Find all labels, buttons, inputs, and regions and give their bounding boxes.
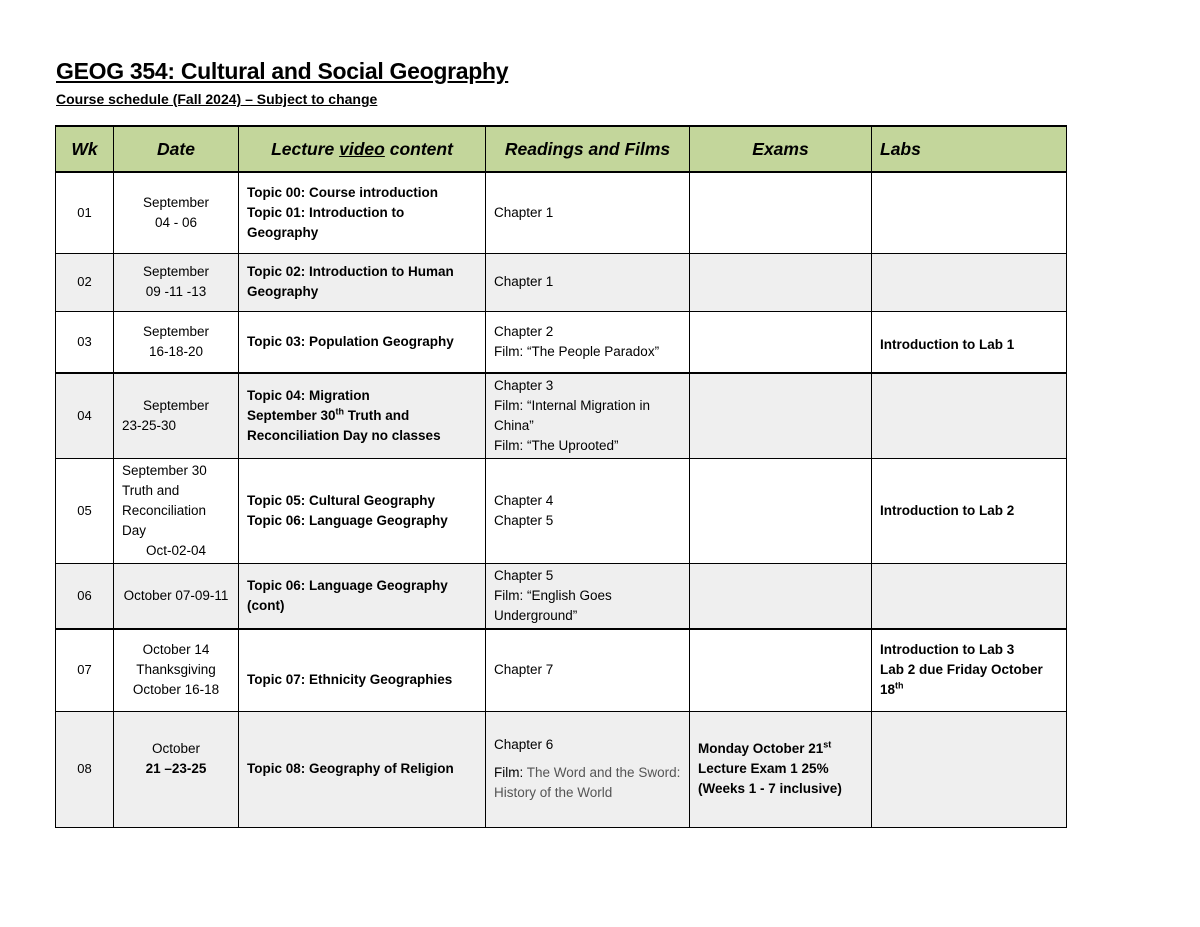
date-line: October 14 xyxy=(142,642,210,658)
reading-line: Chapter 1 xyxy=(494,204,554,220)
reading-line: Chapter 7 xyxy=(494,662,554,678)
lecture-line: Topic 00: Course introduction xyxy=(247,184,439,200)
lecture-text: Truth and Reconciliation Day no classes xyxy=(247,408,441,443)
cell-date xyxy=(114,711,239,827)
cell-exams xyxy=(690,172,872,253)
cell-wk: 01 xyxy=(56,172,114,253)
table-row xyxy=(56,564,1067,630)
table-row xyxy=(56,711,1067,827)
date-line: 09 -11 -13 xyxy=(145,284,207,299)
header-readings: Readings and Films xyxy=(486,126,690,172)
page-subtitle: Course schedule (Fall 2024) – Subject to change xyxy=(56,91,378,107)
reading-line: Film: “English Goes Underground” xyxy=(494,588,612,623)
lecture-line: Topic 02: Introduction to Human Geography xyxy=(247,264,454,299)
cell-date xyxy=(114,564,239,630)
cell-lecture xyxy=(239,172,486,253)
labs-line: Introduction to Lab 1 xyxy=(880,336,1015,352)
cell-readings xyxy=(486,373,690,459)
lecture-line: Topic 08: Geography of Religion xyxy=(247,761,454,776)
date-line: Thanksgiving xyxy=(136,662,216,678)
cell-readings xyxy=(486,711,690,827)
header-lecture-pre: Lecture xyxy=(271,139,340,159)
date-line: 23-25-30 xyxy=(122,418,177,433)
lecture-line xyxy=(247,406,477,446)
reading-prefix: Film: xyxy=(494,765,527,780)
cell-date xyxy=(114,253,239,311)
table-row xyxy=(56,373,1067,459)
reading-line: Chapter 2 xyxy=(494,323,554,339)
cell-exams xyxy=(690,459,872,564)
cell-readings xyxy=(486,459,690,564)
reading-line: Chapter 6 xyxy=(494,737,554,752)
reading-line: Chapter 4 xyxy=(494,493,554,508)
cell-date xyxy=(114,373,239,459)
exam-line xyxy=(698,739,863,759)
cell-wk: 05 xyxy=(56,459,114,564)
cell-exams xyxy=(690,564,872,630)
cell-lecture xyxy=(239,311,486,373)
header-wk: Wk xyxy=(56,126,114,172)
cell-lecture xyxy=(239,253,486,311)
cell-exams xyxy=(690,253,872,311)
cell-wk: 02 xyxy=(56,253,114,311)
cell-readings xyxy=(486,253,690,311)
reading-line: Chapter 3 xyxy=(494,378,554,393)
header-exams: Exams xyxy=(690,126,872,172)
header-lecture-post: content xyxy=(384,139,453,159)
date-line: September xyxy=(142,323,210,339)
cell-date xyxy=(114,311,239,373)
cell-exams xyxy=(690,629,872,711)
cell-lecture xyxy=(239,711,486,827)
cell-labs xyxy=(872,311,1067,373)
labs-text: Lab 2 due Friday October 18 xyxy=(880,662,1043,698)
table-row xyxy=(56,629,1067,711)
date-line: 16-18-20 xyxy=(148,343,204,359)
header-lecture-video: video xyxy=(339,139,385,159)
date-line: September 30 Truth and Reconciliation Day xyxy=(122,463,207,538)
table-row xyxy=(56,253,1067,311)
header-lecture xyxy=(239,126,486,172)
lecture-line: Topic 07: Ethnicity Geographies xyxy=(247,672,453,688)
header-date: Date xyxy=(114,126,239,172)
lecture-line: Topic 03: Population Geography xyxy=(247,333,454,349)
date-line: Oct-02-04 xyxy=(145,543,207,558)
page-title: GEOG 354: Cultural and Social Geography xyxy=(56,58,509,84)
superscript: th xyxy=(335,406,345,417)
cell-labs xyxy=(872,172,1067,253)
cell-exams xyxy=(690,711,872,827)
lecture-line: Topic 06: Language Geography xyxy=(247,513,448,528)
lecture-line: Topic 04: Migration xyxy=(247,388,370,403)
reading-line: Chapter 5 xyxy=(494,513,554,528)
reading-line: Film: “The Uprooted” xyxy=(494,438,619,453)
table-row xyxy=(56,459,1067,564)
cell-wk: 07 xyxy=(56,629,114,711)
table-row xyxy=(56,311,1067,373)
cell-readings xyxy=(486,629,690,711)
cell-wk: 06 xyxy=(56,564,114,630)
cell-wk: 03 xyxy=(56,311,114,373)
reading-line xyxy=(494,763,681,803)
labs-line: Introduction to Lab 2 xyxy=(880,503,1015,518)
cell-exams xyxy=(690,373,872,459)
date-line: 21 –23-25 xyxy=(145,761,207,776)
reading-film-title: The Word and the Sword: History of the World xyxy=(494,765,681,800)
cell-lecture xyxy=(239,459,486,564)
reading-line: Film: “Internal Migration in China” xyxy=(494,398,651,433)
reading-line: Chapter 1 xyxy=(494,274,554,289)
exam-line: (Weeks 1 - 7 inclusive) xyxy=(698,781,842,796)
lecture-line: Topic 06: Language Geography (cont) xyxy=(247,578,448,613)
lecture-line: Topic 01: Introduction to Geography xyxy=(247,204,405,240)
lecture-line: Topic 05: Cultural Geography xyxy=(247,493,436,508)
reading-line: Film: “The People Paradox” xyxy=(494,343,660,359)
cell-labs xyxy=(872,253,1067,311)
cell-labs xyxy=(872,629,1067,711)
date-line: 04 - 06 xyxy=(154,214,198,230)
table-row xyxy=(56,172,1067,253)
date-line: September xyxy=(142,398,210,413)
header-row xyxy=(56,126,1067,172)
cell-lecture xyxy=(239,373,486,459)
cell-exams xyxy=(690,311,872,373)
cell-lecture xyxy=(239,564,486,630)
cell-wk: 08 xyxy=(56,711,114,827)
date-line: September xyxy=(142,264,210,279)
labs-line xyxy=(880,660,1058,700)
date-line: October xyxy=(151,741,201,756)
cell-labs xyxy=(872,459,1067,564)
cell-date xyxy=(114,629,239,711)
reading-line: Chapter 5 xyxy=(494,568,554,583)
superscript: th xyxy=(895,680,904,691)
cell-labs xyxy=(872,711,1067,827)
cell-date xyxy=(114,459,239,564)
lecture-text: September 30 xyxy=(247,408,336,423)
labs-line: Introduction to Lab 3 xyxy=(880,642,1015,658)
cell-labs xyxy=(872,564,1067,630)
schedule-table xyxy=(55,125,1067,828)
date-line: September xyxy=(142,194,210,210)
superscript: st xyxy=(823,739,832,750)
cell-lecture xyxy=(239,629,486,711)
header-labs: Labs xyxy=(872,126,1067,172)
cell-readings xyxy=(486,172,690,253)
cell-date xyxy=(114,172,239,253)
exam-line: Lecture Exam 1 25% xyxy=(698,761,829,776)
exam-text: Monday October 21 xyxy=(698,741,824,756)
cell-readings xyxy=(486,311,690,373)
cell-readings xyxy=(486,564,690,630)
cell-labs xyxy=(872,373,1067,459)
cell-wk: 04 xyxy=(56,373,114,459)
date-line: October 07-09-11 xyxy=(123,588,229,603)
date-line: October 16-18 xyxy=(132,682,220,698)
